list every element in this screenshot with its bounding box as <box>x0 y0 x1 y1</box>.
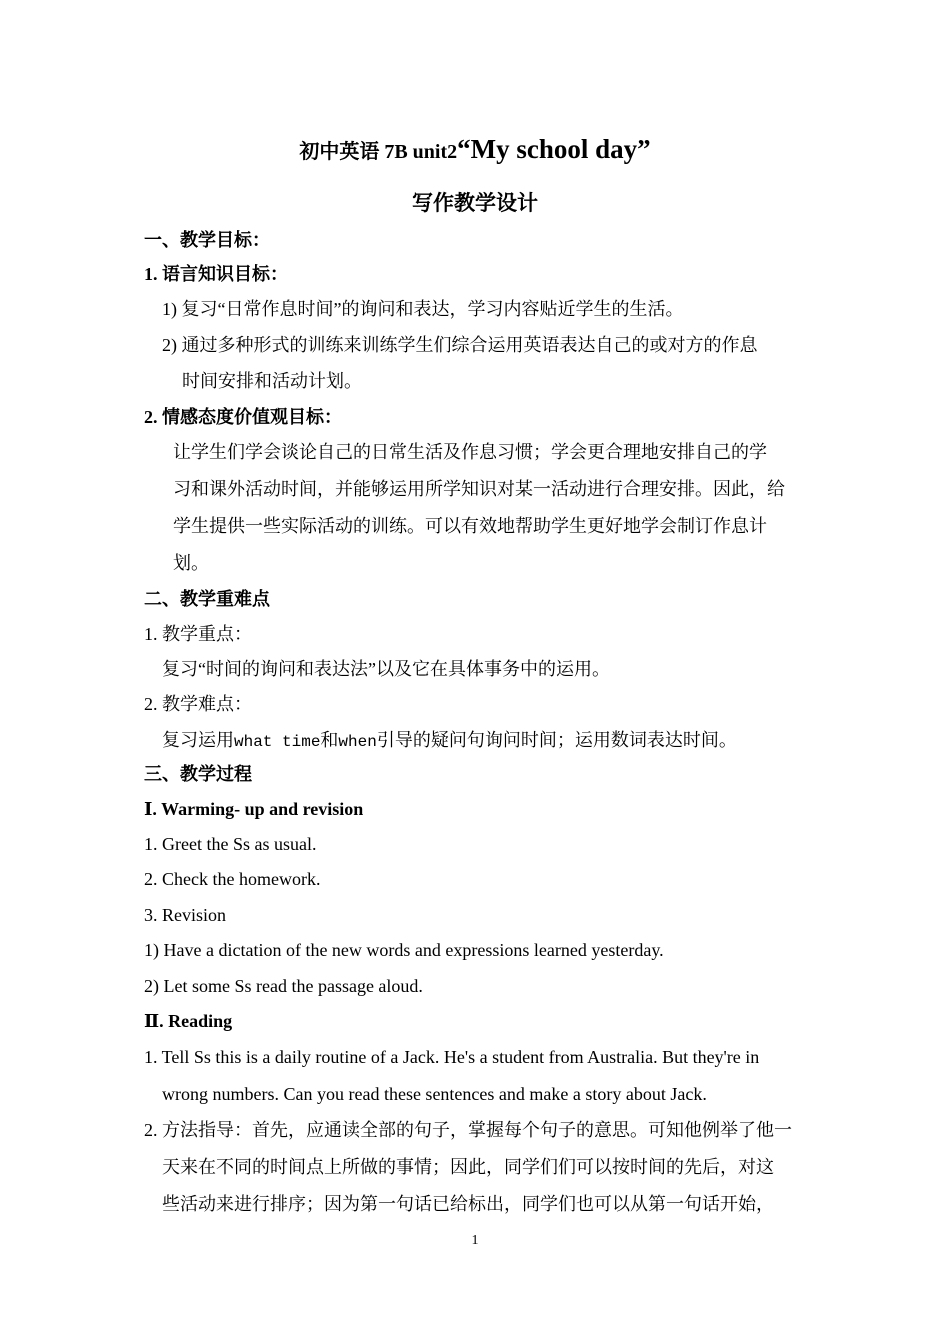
step-revision: 3. Revision <box>144 905 227 925</box>
step-homework: 2. Check the homework. <box>144 869 321 889</box>
reading-step2-line1: 2. 方法指导：首先，应通读全部的句子，掌握每个句子的意思。可知他例举了他一 <box>144 1120 792 1140</box>
key-point-label: 1. 教学重点： <box>144 624 252 644</box>
section3-heading: 三、教学过程 <box>144 764 252 784</box>
attitude-para-line1: 让学生们学会谈论自己的日常生活及作息习惯；学会更合理地安排自己的学 <box>173 442 767 462</box>
attitude-para-line3: 学生提供一些实际活动的训练。可以有效地帮助学生更好地学会制订作息计 <box>173 516 767 536</box>
title-prefix: 初中英语 7B unit2 <box>299 141 458 163</box>
part2-title: . Reading <box>159 1011 233 1031</box>
section1-sub1: 1. 语言知识目标： <box>144 264 288 284</box>
difficulty-text <box>162 728 737 754</box>
part2-numeral: Ⅱ <box>144 1011 160 1031</box>
part2-heading <box>144 1009 232 1033</box>
title-main: “My school day” <box>457 134 651 164</box>
revision-item-1: 1) Have a dictation of the new words and expressions learned yesterday. <box>144 940 664 960</box>
document-subtitle: 写作教学设计 <box>412 191 538 215</box>
step-greet: 1. Greet the Ss as usual. <box>144 834 317 854</box>
section1-sub2: 2. 情感态度价值观目标： <box>144 407 342 427</box>
objective-item-1: 1) 复习“日常作息时间”的询问和表达，学习内容贴近学生的生活。 <box>162 299 684 319</box>
revision-item-2: 2) Let some Ss read the passage aloud. <box>144 976 423 996</box>
difficulty-label: 2. 教学难点： <box>144 694 252 714</box>
part1-numeral: Ⅰ <box>144 799 153 819</box>
part1-heading <box>144 797 363 821</box>
objective-item-2a: 2) 通过多种形式的训练来训练学生们综合运用英语表达自己的或对方的作息 <box>162 335 758 355</box>
reading-step2-line2: 天来在不同的时间点上所做的事情；因此，同学们们可以按时间的先后，对这 <box>162 1157 774 1177</box>
document-title <box>0 132 950 169</box>
page-number: 1 <box>471 1233 479 1248</box>
section1-heading: 一、教学目标： <box>144 230 270 250</box>
difficulty-text-mid: 和 <box>320 730 339 750</box>
difficulty-code-what-time: what time <box>234 733 321 751</box>
difficulty-code-when: when <box>338 733 377 751</box>
reading-step2-line3: 些活动来进行排序；因为第一句话已给标出，同学们也可以从第一句话开始， <box>162 1194 774 1214</box>
part1-title: . Warming- up and revision <box>152 799 364 819</box>
key-point-text: 复习“时间的询问和表达法”以及它在具体事务中的运用。 <box>162 659 610 679</box>
section2-heading: 二、教学重难点 <box>144 589 270 609</box>
attitude-para-line2: 习和课外活动时间，并能够运用所学知识对某一活动进行合理安排。因此，给 <box>173 479 785 499</box>
objective-item-2b: 时间安排和活动计划。 <box>182 371 362 391</box>
reading-step1-line2: wrong numbers. Can you read these sentences and make a story about Jack. <box>162 1084 707 1104</box>
reading-step1-line1: 1. Tell Ss this is a daily routine of a Jack. He's a student from Australia. But they're in <box>144 1047 760 1067</box>
difficulty-text-post: 引导的疑问句询问时间；运用数词表达时间。 <box>376 730 737 750</box>
attitude-para-line4: 划。 <box>173 553 209 573</box>
difficulty-text-pre: 复习运用 <box>162 730 234 750</box>
